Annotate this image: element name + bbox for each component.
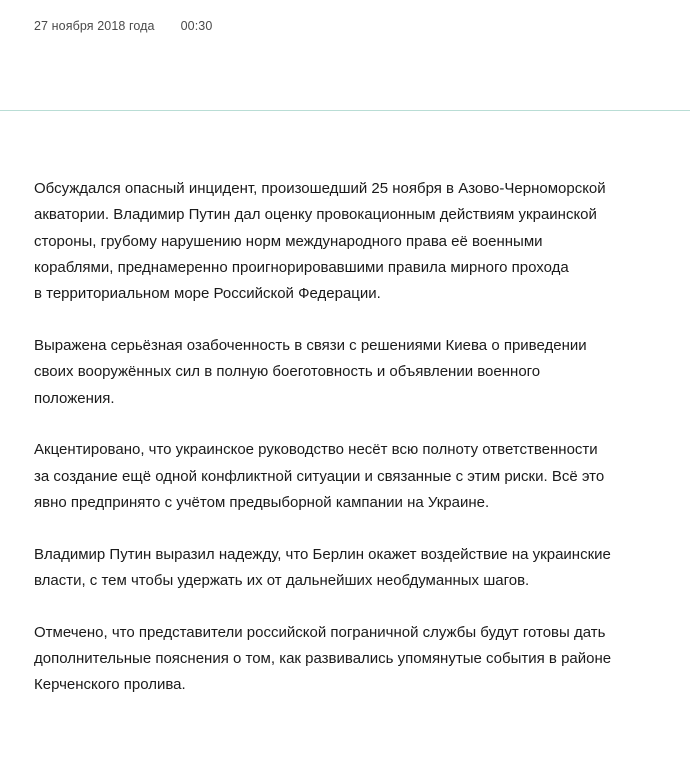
article-paragraph: [34, 176, 674, 307]
paragraph-line: явно предпринято с учётом предвыборной кампании на Украине.: [34, 493, 490, 511]
paragraph-line: власти, с тем чтобы удержать их от дальнейших необдуманных шагов.: [34, 572, 530, 590]
paragraph-line: своих вооружённых сил в полную боеготовность и объявлении военного: [34, 363, 541, 381]
paragraph-line: Выражена серьёзная озабоченность в связи с решениями Киева о приведении: [34, 336, 587, 354]
paragraph-line: положения.: [34, 389, 115, 407]
paragraph-line: Керченского пролива.: [34, 676, 186, 694]
article-body: [34, 176, 674, 724]
header-divider: [0, 110, 690, 111]
article-meta: [34, 19, 212, 33]
paragraph-line: акватории. Владимир Путин дал оценку провокационным действиям украинской: [34, 206, 597, 224]
paragraph-line: Обсуждался опасный инцидент, произошедший 25 ноября в Азово-Черноморской: [34, 180, 606, 197]
paragraph-line: Владимир Путин выразил надежду, что Берлин окажет воздействие на украинские: [34, 545, 611, 563]
paragraph-line: Акцентировано, что украинское руководство несёт всю полноту ответственности: [34, 441, 598, 459]
paragraph-line: кораблями, преднамеренно проигнорировавшими правила мирного прохода: [34, 258, 569, 276]
publish-date: 27 ноября 2018 года: [34, 19, 155, 33]
article-paragraph: [34, 620, 674, 699]
paragraph-line: в территориальном море Российской Федерации.: [34, 285, 381, 303]
article-paragraph: [34, 437, 674, 516]
paragraph-line: стороны, грубому нарушению норм международного права её военными: [34, 232, 543, 250]
publish-time: 00:30: [180, 19, 213, 33]
paragraph-line: дополнительные пояснения о том, как развивались упомянутые события в районе: [34, 650, 612, 668]
paragraph-line: Отмечено, что представители российской пограничной службы будут готовы дать: [34, 623, 606, 641]
article-paragraph: [34, 542, 674, 595]
article-paragraph: [34, 333, 674, 412]
paragraph-line: за создание ещё одной конфликтной ситуации и связанные с этим риски. Всё это: [34, 467, 605, 485]
